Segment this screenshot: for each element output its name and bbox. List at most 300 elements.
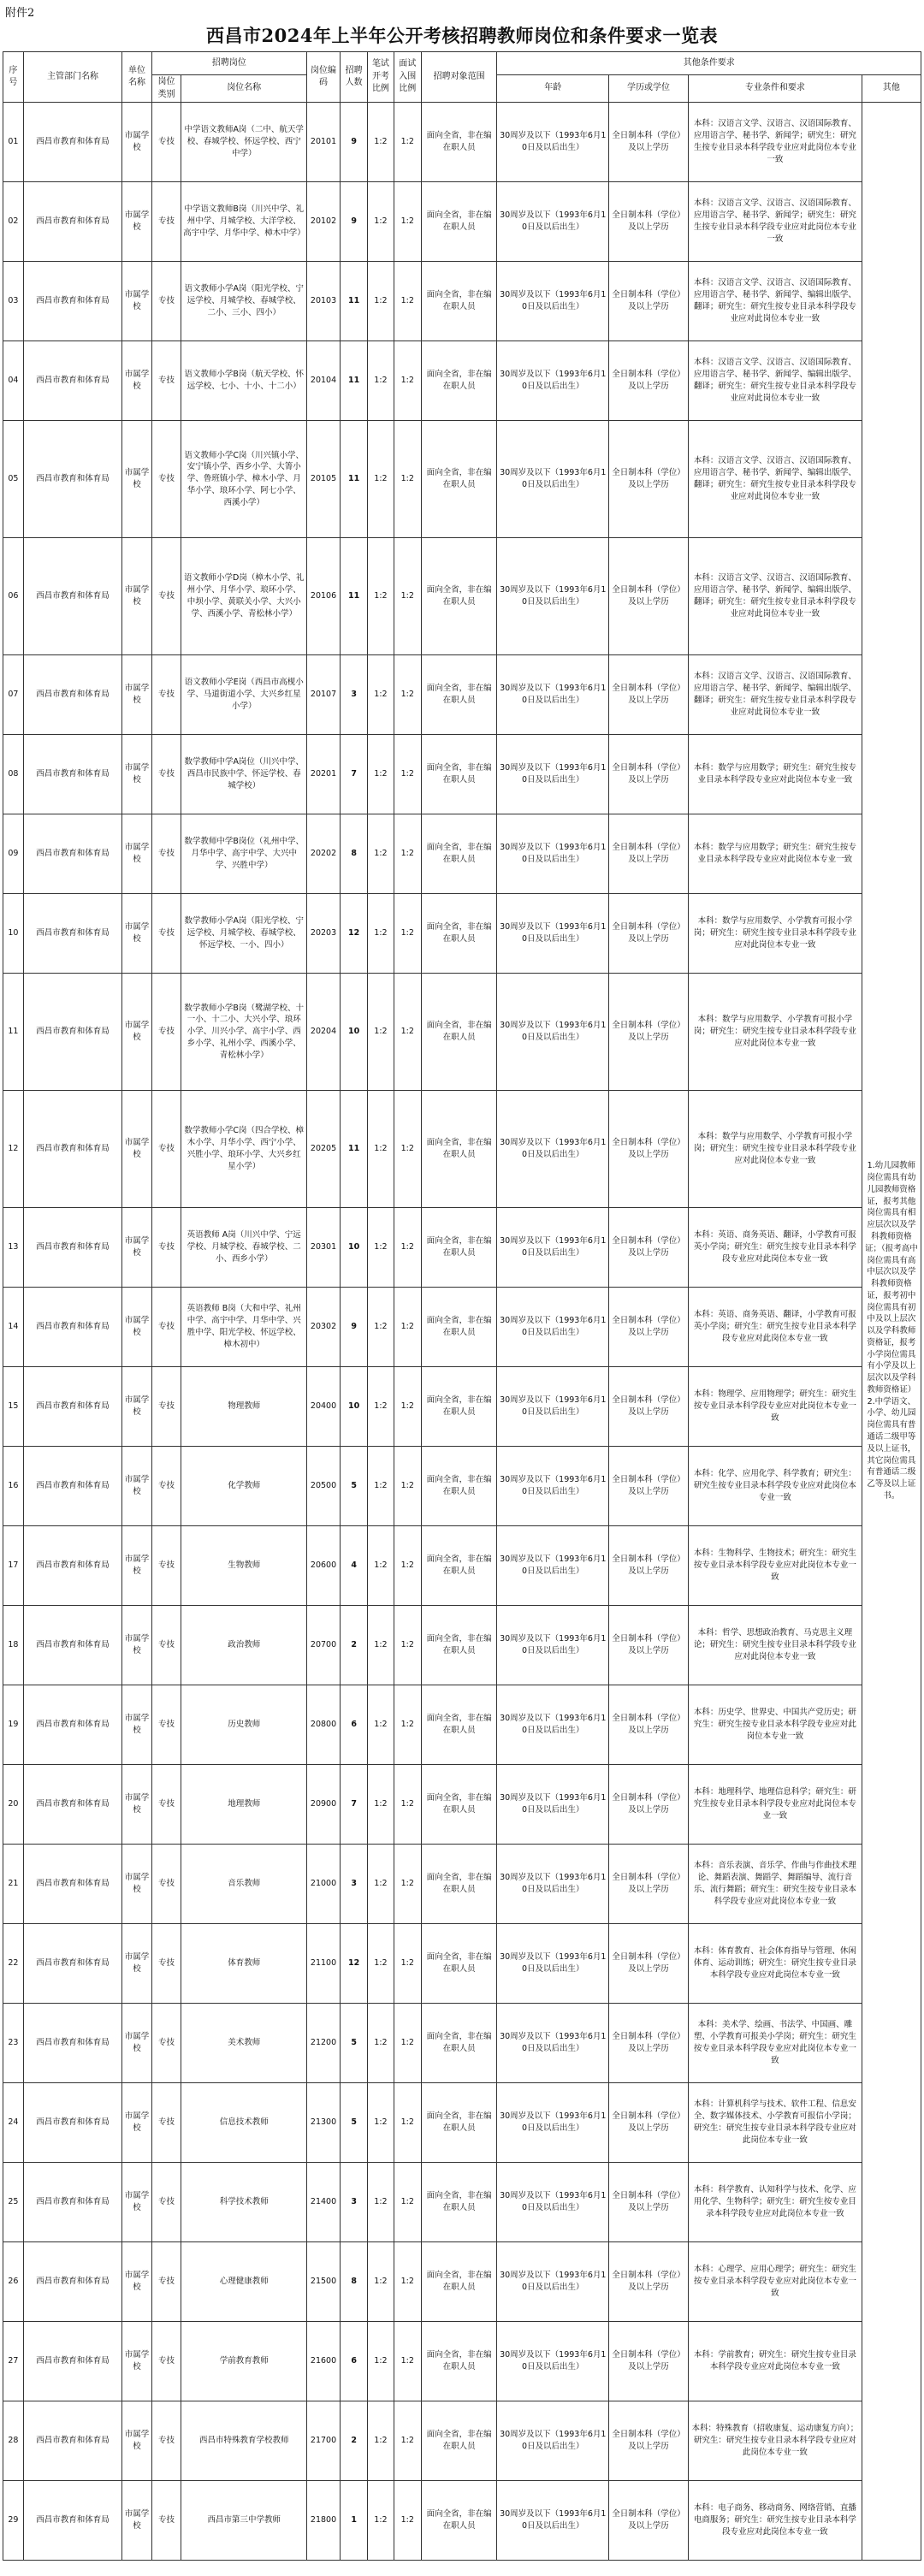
row-interview-ratio: 1:2	[394, 182, 421, 262]
row-seq: 27	[3, 2322, 24, 2401]
row-age: 30周岁及以下（1993年6月10日及以后出生）	[497, 814, 609, 894]
row-post-code: 20205	[307, 1091, 341, 1208]
row-interview-ratio: 1:2	[394, 341, 421, 421]
table-row	[3, 2322, 921, 2401]
row-count: 3	[340, 655, 367, 735]
table-row	[3, 814, 921, 894]
row-dept: 西昌市教育和体育局	[23, 262, 122, 341]
row-edu: 全日制本科（学位）及以上学历	[609, 2481, 689, 2561]
row-unit: 市属学校	[122, 103, 152, 182]
row-age: 30周岁及以下（1993年6月10日及以后出生）	[497, 1685, 609, 1765]
header-post-type: 岗位类别	[151, 75, 181, 103]
row-dept: 西昌市教育和体育局	[23, 2004, 122, 2083]
row-post-code: 20104	[307, 341, 341, 421]
row-edu: 全日制本科（学位）及以上学历	[609, 2401, 689, 2481]
row-scope: 面向全省，非在编在职人员	[421, 538, 497, 655]
row-dept: 西昌市教育和体育局	[23, 1685, 122, 1765]
table-row	[3, 1091, 921, 1208]
row-scope: 面向全省，非在编在职人员	[421, 1765, 497, 1845]
row-post-type: 专技	[151, 974, 181, 1091]
row-post-code: 21000	[307, 1845, 341, 1924]
row-unit: 市属学校	[122, 1685, 152, 1765]
row-edu: 全日制本科（学位）及以上学历	[609, 2004, 689, 2083]
row-post-type: 专技	[151, 182, 181, 262]
row-post-type: 专技	[151, 2401, 181, 2481]
row-written-ratio: 1:2	[368, 2004, 394, 2083]
row-major: 本科：特殊教育（招收康复、运动康复方向）；研究生：研究生按专业目录本科学段专业应对此岗位本专业一致	[688, 2401, 862, 2481]
row-post-code: 20302	[307, 1288, 341, 1367]
row-count: 10	[340, 974, 367, 1091]
row-unit: 市属学校	[122, 262, 152, 341]
row-post-type: 专技	[151, 2083, 181, 2163]
row-unit: 市属学校	[122, 1091, 152, 1208]
page-title: 西昌市2024年上半年公开考核招聘教师岗位和条件要求一览表	[206, 25, 718, 46]
row-scope: 面向全省，非在编在职人员	[421, 421, 497, 538]
row-age: 30周岁及以下（1993年6月10日及以后出生）	[497, 1765, 609, 1845]
header-major: 专业条件和要求	[688, 75, 862, 103]
row-post-code: 20106	[307, 538, 341, 655]
row-edu: 全日制本科（学位）及以上学历	[609, 1367, 689, 1447]
row-scope: 面向全省，非在编在职人员	[421, 1091, 497, 1208]
row-major: 本科：汉语言文学、汉语言、汉语国际教育、应用语言学、秘书学、新闻学；研究生：研究生按专业目录本科学段专业应对此岗位本专业一致	[688, 182, 862, 262]
row-dept: 西昌市教育和体育局	[23, 2163, 122, 2242]
row-seq: 17	[3, 1526, 24, 1606]
row-age: 30周岁及以下（1993年6月10日及以后出生）	[497, 1924, 609, 2004]
row-interview-ratio: 1:2	[394, 1526, 421, 1606]
table-row	[3, 1845, 921, 1924]
row-age: 30周岁及以下（1993年6月10日及以后出生）	[497, 1208, 609, 1288]
row-interview-ratio: 1:2	[394, 2083, 421, 2163]
row-post-name: 语文教师小学D岗（樟木小学、礼州小学、月华小学、琅环小学、中坝小学、黄联关小学、大兴小学、西溪小学、青松林小学）	[181, 538, 307, 655]
row-unit: 市属学校	[122, 182, 152, 262]
row-post-type: 专技	[151, 735, 181, 814]
row-written-ratio: 1:2	[368, 1526, 394, 1606]
row-edu: 全日制本科（学位）及以上学历	[609, 421, 689, 538]
row-scope: 面向全省，非在编在职人员	[421, 103, 497, 182]
row-scope: 面向全省，非在编在职人员	[421, 655, 497, 735]
header-other-req: 其他条件要求	[497, 52, 921, 75]
row-written-ratio: 1:2	[368, 1606, 394, 1685]
row-unit: 市属学校	[122, 1208, 152, 1288]
row-written-ratio: 1:2	[368, 341, 394, 421]
row-dept: 西昌市教育和体育局	[23, 894, 122, 974]
row-dept: 西昌市教育和体育局	[23, 814, 122, 894]
row-major: 本科：化学、应用化学、科学教育；研究生：研究生按专业目录本科学段专业应对此岗位本专业一致	[688, 1447, 862, 1526]
row-post-type: 专技	[151, 1606, 181, 1685]
row-major: 本科：生物科学、生物技术；研究生：研究生按专业目录本科学段专业应对此岗位本专业一致	[688, 1526, 862, 1606]
row-age: 30周岁及以下（1993年6月10日及以后出生）	[497, 421, 609, 538]
row-scope: 面向全省，非在编在职人员	[421, 2401, 497, 2481]
row-interview-ratio: 1:2	[394, 262, 421, 341]
row-written-ratio: 1:2	[368, 262, 394, 341]
row-post-code: 21500	[307, 2242, 341, 2322]
row-post-name: 音乐教师	[181, 1845, 307, 1924]
table-row	[3, 1606, 921, 1685]
row-post-type: 专技	[151, 894, 181, 974]
row-major: 本科：心理学、应用心理学；研究生：研究生按专业目录本科学段专业应对此岗位本专业一致	[688, 2242, 862, 2322]
row-written-ratio: 1:2	[368, 1208, 394, 1288]
row-interview-ratio: 1:2	[394, 1288, 421, 1367]
attachment-label: 附件2	[5, 7, 35, 20]
table-row	[3, 1208, 921, 1288]
row-written-ratio: 1:2	[368, 1091, 394, 1208]
row-post-type: 专技	[151, 1091, 181, 1208]
row-count: 11	[340, 421, 367, 538]
row-age: 30周岁及以下（1993年6月10日及以后出生）	[497, 538, 609, 655]
row-edu: 全日制本科（学位）及以上学历	[609, 1208, 689, 1288]
row-post-type: 专技	[151, 1526, 181, 1606]
row-major: 本科：地理科学、地理信息科学；研究生：研究生按专业目录本科学段专业应对此岗位本专业一致	[688, 1765, 862, 1845]
row-post-name: 生物教师	[181, 1526, 307, 1606]
row-major: 本科：计算机科学与技术、软件工程、信息安全、数字媒体技术、小学教育可报信小学岗；研究生：研究生按专业目录本科学段专业应对此岗位本专业一致	[688, 2083, 862, 2163]
row-interview-ratio: 1:2	[394, 1447, 421, 1526]
row-age: 30周岁及以下（1993年6月10日及以后出生）	[497, 894, 609, 974]
header-count: 招聘人数	[340, 52, 367, 103]
row-edu: 全日制本科（学位）及以上学历	[609, 262, 689, 341]
row-seq: 12	[3, 1091, 24, 1208]
row-count: 5	[340, 2004, 367, 2083]
row-unit: 市属学校	[122, 1845, 152, 1924]
row-post-type: 专技	[151, 538, 181, 655]
row-scope: 面向全省，非在编在职人员	[421, 1447, 497, 1526]
row-major: 本科：音乐表演、音乐学、作曲与作曲技术理论、舞蹈表演、舞蹈学、舞蹈编导、流行音乐、流行舞蹈；研究生：研究生按专业目录本科学段专业应对此岗位本专业一致	[688, 1845, 862, 1924]
row-age: 30周岁及以下（1993年6月10日及以后出生）	[497, 2481, 609, 2561]
row-major: 本科：数学与应用数学、小学教育可报小学岗；研究生：研究生按专业目录本科学段专业应对此岗位本专业一致	[688, 974, 862, 1091]
table-row	[3, 655, 921, 735]
row-dept: 西昌市教育和体育局	[23, 735, 122, 814]
table-row	[3, 2401, 921, 2481]
row-scope: 面向全省，非在编在职人员	[421, 814, 497, 894]
row-major: 本科：体育教育、社会体育指导与管理、休闲体育、运动训练；研究生：研究生按专业目录本科学段专业应对此岗位本专业一致	[688, 1924, 862, 2004]
row-count: 7	[340, 735, 367, 814]
table-row	[3, 1288, 921, 1367]
row-dept: 西昌市教育和体育局	[23, 1447, 122, 1526]
row-post-code: 20204	[307, 974, 341, 1091]
row-count: 8	[340, 814, 367, 894]
row-major: 本科：科学教育、认知科学与技术、化学、应用化学、生物科学；研究生：研究生按专业目录本科学段专业应对此岗位本专业一致	[688, 2163, 862, 2242]
row-written-ratio: 1:2	[368, 1765, 394, 1845]
row-post-type: 专技	[151, 421, 181, 538]
row-post-name: 数学教师小学A岗（阳光学校、宁远学校、月城学校、春城学校、怀远学校、一小、四小）	[181, 894, 307, 974]
row-scope: 面向全省，非在编在职人员	[421, 1845, 497, 1924]
row-edu: 全日制本科（学位）及以上学历	[609, 1447, 689, 1526]
row-interview-ratio: 1:2	[394, 2004, 421, 2083]
row-edu: 全日制本科（学位）及以上学历	[609, 538, 689, 655]
row-interview-ratio: 1:2	[394, 2322, 421, 2401]
row-unit: 市属学校	[122, 2322, 152, 2401]
row-age: 30周岁及以下（1993年6月10日及以后出生）	[497, 1091, 609, 1208]
row-other-note: 1.幼儿园教师岗位需具有幼儿园教师资格证，报考其他岗位需具有相应层次以及学科教师资格证；（报考高中岗位需具有高中层次以及学科教师资格证，报考初中岗位需具有初中及以上层次以及学科教师资格证，报考小学岗位需具有小学及以上层次以及学科教师资格证）2.中学语文、小学、幼儿园岗位需具有普通话二级甲等及以上证书，其它岗位需具有普通话二级乙等及以上证书。	[862, 103, 921, 2561]
row-post-type: 专技	[151, 2242, 181, 2322]
table-row	[3, 2163, 921, 2242]
row-post-type: 专技	[151, 103, 181, 182]
row-written-ratio: 1:2	[368, 2242, 394, 2322]
row-seq: 16	[3, 1447, 24, 1526]
row-seq: 25	[3, 2163, 24, 2242]
row-count: 4	[340, 1526, 367, 1606]
row-interview-ratio: 1:2	[394, 2401, 421, 2481]
header-post-name: 岗位名称	[181, 75, 307, 103]
row-interview-ratio: 1:2	[394, 1367, 421, 1447]
row-seq: 19	[3, 1685, 24, 1765]
row-age: 30周岁及以下（1993年6月10日及以后出生）	[497, 2163, 609, 2242]
row-edu: 全日制本科（学位）及以上学历	[609, 655, 689, 735]
row-post-code: 21300	[307, 2083, 341, 2163]
header-other: 其他	[862, 75, 921, 103]
row-post-type: 专技	[151, 1845, 181, 1924]
row-seq: 26	[3, 2242, 24, 2322]
row-age: 30周岁及以下（1993年6月10日及以后出生）	[497, 2401, 609, 2481]
row-seq: 08	[3, 735, 24, 814]
row-seq: 13	[3, 1208, 24, 1288]
row-seq: 20	[3, 1765, 24, 1845]
row-seq: 07	[3, 655, 24, 735]
row-post-name: 语文教师小学A岗（阳光学校、宁远学校、月城学校、春城学校、二小、三小、四小）	[181, 262, 307, 341]
row-scope: 面向全省，非在编在职人员	[421, 735, 497, 814]
row-seq: 04	[3, 341, 24, 421]
row-written-ratio: 1:2	[368, 2163, 394, 2242]
row-age: 30周岁及以下（1993年6月10日及以后出生）	[497, 262, 609, 341]
row-unit: 市属学校	[122, 2163, 152, 2242]
row-written-ratio: 1:2	[368, 2481, 394, 2561]
row-edu: 全日制本科（学位）及以上学历	[609, 1845, 689, 1924]
row-interview-ratio: 1:2	[394, 421, 421, 538]
row-unit: 市属学校	[122, 894, 152, 974]
row-dept: 西昌市教育和体育局	[23, 1765, 122, 1845]
row-dept: 西昌市教育和体育局	[23, 1606, 122, 1685]
row-post-type: 专技	[151, 2322, 181, 2401]
table-row	[3, 1526, 921, 1606]
row-interview-ratio: 1:2	[394, 103, 421, 182]
row-written-ratio: 1:2	[368, 2083, 394, 2163]
header-post-group: 招聘岗位	[151, 52, 306, 75]
row-count: 3	[340, 2163, 367, 2242]
row-seq: 23	[3, 2004, 24, 2083]
table-body	[3, 103, 921, 2561]
row-unit: 市属学校	[122, 2401, 152, 2481]
row-scope: 面向全省，非在编在职人员	[421, 2004, 497, 2083]
row-scope: 面向全省，非在编在职人员	[421, 262, 497, 341]
row-interview-ratio: 1:2	[394, 655, 421, 735]
row-dept: 西昌市教育和体育局	[23, 341, 122, 421]
row-post-type: 专技	[151, 2004, 181, 2083]
row-dept: 西昌市教育和体育局	[23, 2083, 122, 2163]
row-major: 本科：电子商务、移动商务、网络营销、直播电商服务；研究生：研究生按专业目录本科学段专业应对此岗位本专业一致	[688, 2481, 862, 2561]
row-count: 11	[340, 1091, 367, 1208]
table-row	[3, 1765, 921, 1845]
row-post-name: 语文教师小学E岗（西昌市高枧小学、马道街道小学、大兴乡红星小学）	[181, 655, 307, 735]
row-age: 30周岁及以下（1993年6月10日及以后出生）	[497, 1526, 609, 1606]
row-edu: 全日制本科（学位）及以上学历	[609, 1288, 689, 1367]
row-major: 本科：数学与应用数学；研究生：研究生按专业目录本科学段专业应对此岗位本专业一致	[688, 735, 862, 814]
row-count: 3	[340, 1845, 367, 1924]
row-major: 本科：哲学、思想政治教育、马克思主义理论；研究生：研究生按专业目录本科学段专业应对此岗位本专业一致	[688, 1606, 862, 1685]
row-seq: 15	[3, 1367, 24, 1447]
row-post-code: 20102	[307, 182, 341, 262]
row-scope: 面向全省，非在编在职人员	[421, 974, 497, 1091]
row-post-code: 21700	[307, 2401, 341, 2481]
row-seq: 14	[3, 1288, 24, 1367]
row-scope: 面向全省，非在编在职人员	[421, 1685, 497, 1765]
row-dept: 西昌市教育和体育局	[23, 2401, 122, 2481]
row-age: 30周岁及以下（1993年6月10日及以后出生）	[497, 182, 609, 262]
row-interview-ratio: 1:2	[394, 1924, 421, 2004]
row-major: 本科：数学与应用数学、小学教育可报小学岗；研究生：研究生按专业目录本科学段专业应对此岗位本专业一致	[688, 1091, 862, 1208]
table-row	[3, 538, 921, 655]
row-major: 本科：汉语言文学、汉语言、汉语国际教育、应用语言学、秘书学、新闻学、编辑出版学、翻译；研究生：研究生按专业目录本科学段专业应对此岗位本专业一致	[688, 655, 862, 735]
row-written-ratio: 1:2	[368, 655, 394, 735]
table-row	[3, 421, 921, 538]
row-age: 30周岁及以下（1993年6月10日及以后出生）	[497, 2004, 609, 2083]
row-edu: 全日制本科（学位）及以上学历	[609, 735, 689, 814]
row-post-name: 地理教师	[181, 1765, 307, 1845]
row-written-ratio: 1:2	[368, 2322, 394, 2401]
row-post-type: 专技	[151, 2163, 181, 2242]
row-interview-ratio: 1:2	[394, 2163, 421, 2242]
row-unit: 市属学校	[122, 2004, 152, 2083]
row-age: 30周岁及以下（1993年6月10日及以后出生）	[497, 103, 609, 182]
row-count: 12	[340, 1924, 367, 2004]
header-dept: 主管部门名称	[23, 52, 122, 103]
row-edu: 全日制本科（学位）及以上学历	[609, 1091, 689, 1208]
row-post-name: 英语教师 B岗（大和中学、礼州中学、高宇中学、月华中学、兴胜中学、阳光学校、怀远学校、樟木初中）	[181, 1288, 307, 1367]
row-unit: 市属学校	[122, 341, 152, 421]
row-major: 本科：学前教育；研究生：研究生按专业目录本科学段专业应对此岗位本专业一致	[688, 2322, 862, 2401]
row-interview-ratio: 1:2	[394, 538, 421, 655]
row-count: 2	[340, 2401, 367, 2481]
row-scope: 面向全省，非在编在职人员	[421, 2163, 497, 2242]
row-dept: 西昌市教育和体育局	[23, 1526, 122, 1606]
row-dept: 西昌市教育和体育局	[23, 1208, 122, 1288]
row-post-name: 西昌市第三中学教师	[181, 2481, 307, 2561]
row-seq: 06	[3, 538, 24, 655]
row-age: 30周岁及以下（1993年6月10日及以后出生）	[497, 2242, 609, 2322]
row-seq: 29	[3, 2481, 24, 2561]
row-age: 30周岁及以下（1993年6月10日及以后出生）	[497, 2083, 609, 2163]
row-major: 本科：汉语言文学、汉语言、汉语国际教育、应用语言学、秘书学、新闻学、编辑出版学、翻译；研究生：研究生按专业目录本科学段专业应对此岗位本专业一致	[688, 538, 862, 655]
row-written-ratio: 1:2	[368, 1447, 394, 1526]
row-age: 30周岁及以下（1993年6月10日及以后出生）	[497, 1288, 609, 1367]
row-major: 本科：历史学、世界史、中国共产党历史；研究生：研究生按专业目录本科学段专业应对此岗位本专业一致	[688, 1685, 862, 1765]
row-unit: 市属学校	[122, 1924, 152, 2004]
row-post-name: 化学教师	[181, 1447, 307, 1526]
row-dept: 西昌市教育和体育局	[23, 2242, 122, 2322]
row-count: 5	[340, 2083, 367, 2163]
row-post-type: 专技	[151, 1208, 181, 1288]
row-written-ratio: 1:2	[368, 182, 394, 262]
row-major: 本科：英语、商务英语、翻译，小学教育可报英小学岗；研究生：研究生按专业目录本科学段专业应对此岗位本专业一致	[688, 1288, 862, 1367]
row-post-type: 专技	[151, 262, 181, 341]
row-edu: 全日制本科（学位）及以上学历	[609, 182, 689, 262]
row-dept: 西昌市教育和体育局	[23, 655, 122, 735]
row-edu: 全日制本科（学位）及以上学历	[609, 814, 689, 894]
row-written-ratio: 1:2	[368, 814, 394, 894]
table-row	[3, 1685, 921, 1765]
header-scope: 招聘对象范围	[421, 52, 497, 103]
table-row	[3, 1447, 921, 1526]
table-row	[3, 1367, 921, 1447]
row-edu: 全日制本科（学位）及以上学历	[609, 2083, 689, 2163]
row-scope: 面向全省，非在编在职人员	[421, 1208, 497, 1288]
table-row	[3, 2083, 921, 2163]
row-major: 本科：汉语言文学、汉语言、汉语国际教育、应用语言学、秘书学、新闻学、编辑出版学、翻译；研究生：研究生按专业目录本科学段专业应对此岗位本专业一致	[688, 262, 862, 341]
row-count: 12	[340, 894, 367, 974]
row-post-name: 语文教师小学C岗（川兴镇小学、安宁镇小学、西乡小学、大箐小学、鲁班镇小学、樟木小学、月华小学、琅环小学、阿七小学、西溪小学）	[181, 421, 307, 538]
recruitment-table	[3, 51, 921, 2561]
row-seq: 24	[3, 2083, 24, 2163]
row-unit: 市属学校	[122, 2242, 152, 2322]
row-post-code: 20600	[307, 1526, 341, 1606]
row-seq: 28	[3, 2401, 24, 2481]
row-dept: 西昌市教育和体育局	[23, 103, 122, 182]
row-post-name: 英语教师 A岗（川兴中学、宁远学校、月城学校、春城学校、二小、西乡小学）	[181, 1208, 307, 1288]
row-post-code: 20103	[307, 262, 341, 341]
row-scope: 面向全省，非在编在职人员	[421, 2083, 497, 2163]
header-interview-ratio: 面试入围比例	[394, 52, 421, 103]
row-age: 30周岁及以下（1993年6月10日及以后出生）	[497, 1447, 609, 1526]
row-age: 30周岁及以下（1993年6月10日及以后出生）	[497, 655, 609, 735]
row-post-name: 政治教师	[181, 1606, 307, 1685]
table-row	[3, 2481, 921, 2561]
table-row	[3, 974, 921, 1091]
row-post-type: 专技	[151, 1765, 181, 1845]
row-dept: 西昌市教育和体育局	[23, 1367, 122, 1447]
table-row	[3, 2242, 921, 2322]
row-edu: 全日制本科（学位）及以上学历	[609, 1924, 689, 2004]
row-interview-ratio: 1:2	[394, 1208, 421, 1288]
row-major: 本科：物理学、应用物理学；研究生：研究生按专业目录本科学段专业应对此岗位本专业一致	[688, 1367, 862, 1447]
header-age: 年龄	[497, 75, 609, 103]
row-interview-ratio: 1:2	[394, 1091, 421, 1208]
row-post-code: 20301	[307, 1208, 341, 1288]
row-written-ratio: 1:2	[368, 1685, 394, 1765]
header-edu: 学历或学位	[609, 75, 689, 103]
row-age: 30周岁及以下（1993年6月10日及以后出生）	[497, 341, 609, 421]
row-count: 10	[340, 1367, 367, 1447]
row-seq: 09	[3, 814, 24, 894]
row-seq: 21	[3, 1845, 24, 1924]
row-scope: 面向全省，非在编在职人员	[421, 182, 497, 262]
row-scope: 面向全省，非在编在职人员	[421, 1367, 497, 1447]
row-written-ratio: 1:2	[368, 974, 394, 1091]
row-edu: 全日制本科（学位）及以上学历	[609, 2242, 689, 2322]
row-post-type: 专技	[151, 1288, 181, 1367]
row-post-name: 物理教师	[181, 1367, 307, 1447]
row-seq: 22	[3, 1924, 24, 2004]
row-dept: 西昌市教育和体育局	[23, 2481, 122, 2561]
row-post-code: 21200	[307, 2004, 341, 2083]
row-post-name: 体育教师	[181, 1924, 307, 2004]
row-count: 7	[340, 1765, 367, 1845]
row-unit: 市属学校	[122, 538, 152, 655]
row-count: 11	[340, 262, 367, 341]
row-scope: 面向全省，非在编在职人员	[421, 1924, 497, 2004]
row-unit: 市属学校	[122, 1606, 152, 1685]
row-edu: 全日制本科（学位）及以上学历	[609, 1685, 689, 1765]
row-major: 本科：数学与应用数学；研究生：研究生按专业目录本科学段专业应对此岗位本专业一致	[688, 814, 862, 894]
row-count: 11	[340, 538, 367, 655]
table-row	[3, 341, 921, 421]
row-edu: 全日制本科（学位）及以上学历	[609, 2322, 689, 2401]
row-dept: 西昌市教育和体育局	[23, 2322, 122, 2401]
row-age: 30周岁及以下（1993年6月10日及以后出生）	[497, 1845, 609, 1924]
row-edu: 全日制本科（学位）及以上学历	[609, 1526, 689, 1606]
row-seq: 10	[3, 894, 24, 974]
row-post-type: 专技	[151, 1367, 181, 1447]
row-written-ratio: 1:2	[368, 1288, 394, 1367]
row-major: 本科：英语、商务英语、翻译，小学教育可报英小学岗；研究生：研究生按专业目录本科学段专业应对此岗位本专业一致	[688, 1208, 862, 1288]
row-count: 5	[340, 1447, 367, 1526]
